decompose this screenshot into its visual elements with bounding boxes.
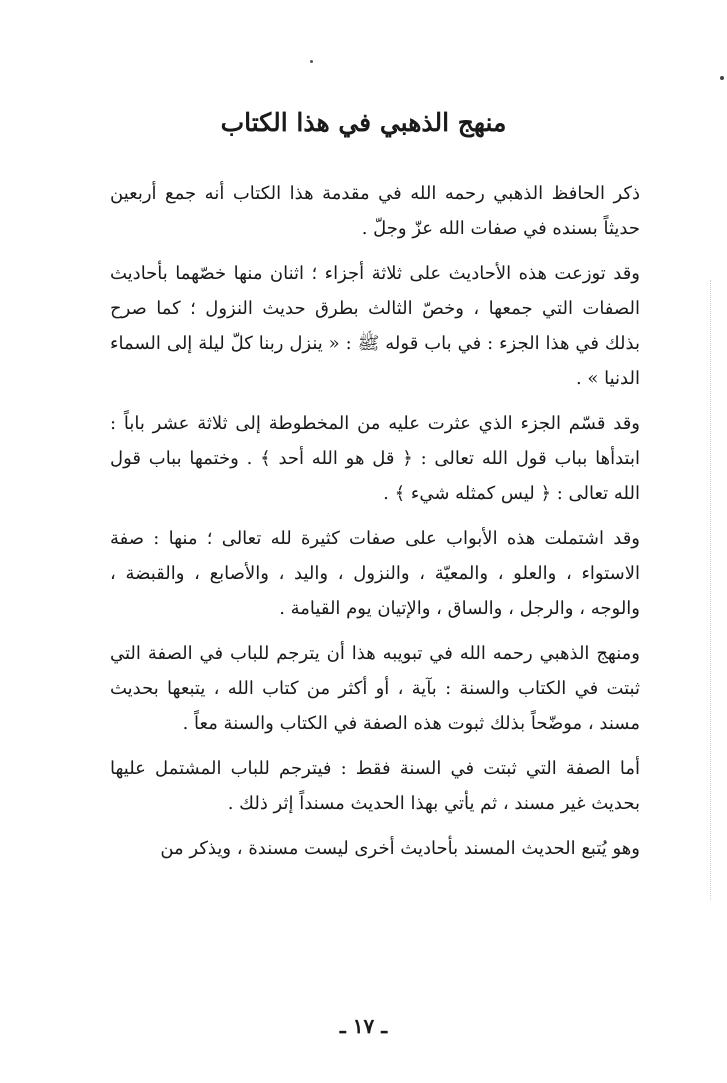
paragraph: ذكر الحافظ الذهبي رحمه الله في مقدمة هذا الكتاب أنه جمع أربعين حديثاً بسنده في صفات الله عزّ وجلّ . <box>110 183 640 239</box>
page-edge-line <box>710 280 712 900</box>
paragraph: وقد اشتملت هذه الأبواب على صفات كثيرة لله تعالى ؛ منها : صفة الاستواء ، والعلو ، والمعيّة ، والنزول ، واليد ، والأصابع ، والقبضة ، والوجه ، والرجل ، والساق ، والإتيان يوم القيامة . <box>110 528 640 619</box>
paragraph: وقد قسّم الجزء الذي عثرت عليه من المخطوطة إلى ثلاثة عشر باباً : ابتدأها بباب قول الله تعالى : ﴿ قل هو الله أحد ﴾ . وختمها بباب قول الله تعالى : ﴿ ليس كمثله شيء ﴾ . <box>110 413 640 504</box>
speck-mark <box>310 60 313 63</box>
paragraph: أما الصفة التي ثبتت في السنة فقط : فيترجم للباب المشتمل عليها بحديث غير مسند ، ثم يأتي بهذا الحديث مسنداً إثر ذلك . <box>110 758 640 814</box>
paragraph: ومنهج الذهبي رحمه الله في تبويبه هذا أن يترجم للباب في الصفة التي ثبتت في الكتاب والسنة : بآية ، أو أكثر من كتاب الله ، يتبعها بحديث مسند ، موضّحاً بذلك ثبوت هذه الصفة في الكتاب والسنة معاً . <box>110 643 640 734</box>
body-text <box>110 176 640 876</box>
paragraph: وقد توزعت هذه الأحاديث على ثلاثة أجزاء ؛ اثنان منها خصّهما بأحاديث الصفات التي جمعها ، وخصّ الثالث بطرق حديث النزول ؛ كما صرح بذلك في هذا الجزء : في باب قوله ﷺ : « ينزل ربنا كلّ ليلة إلى السماء الدنيا » . <box>110 263 640 389</box>
page-number: ـ ١٧ ـ <box>339 1014 388 1038</box>
paragraph: وهو يُتبع الحديث المسند بأحاديث أخرى ليست مسندة ، ويذكر من <box>160 838 640 859</box>
chapter-title: منهج الذهبي في هذا الكتاب <box>220 108 507 137</box>
speck-mark <box>720 76 724 80</box>
